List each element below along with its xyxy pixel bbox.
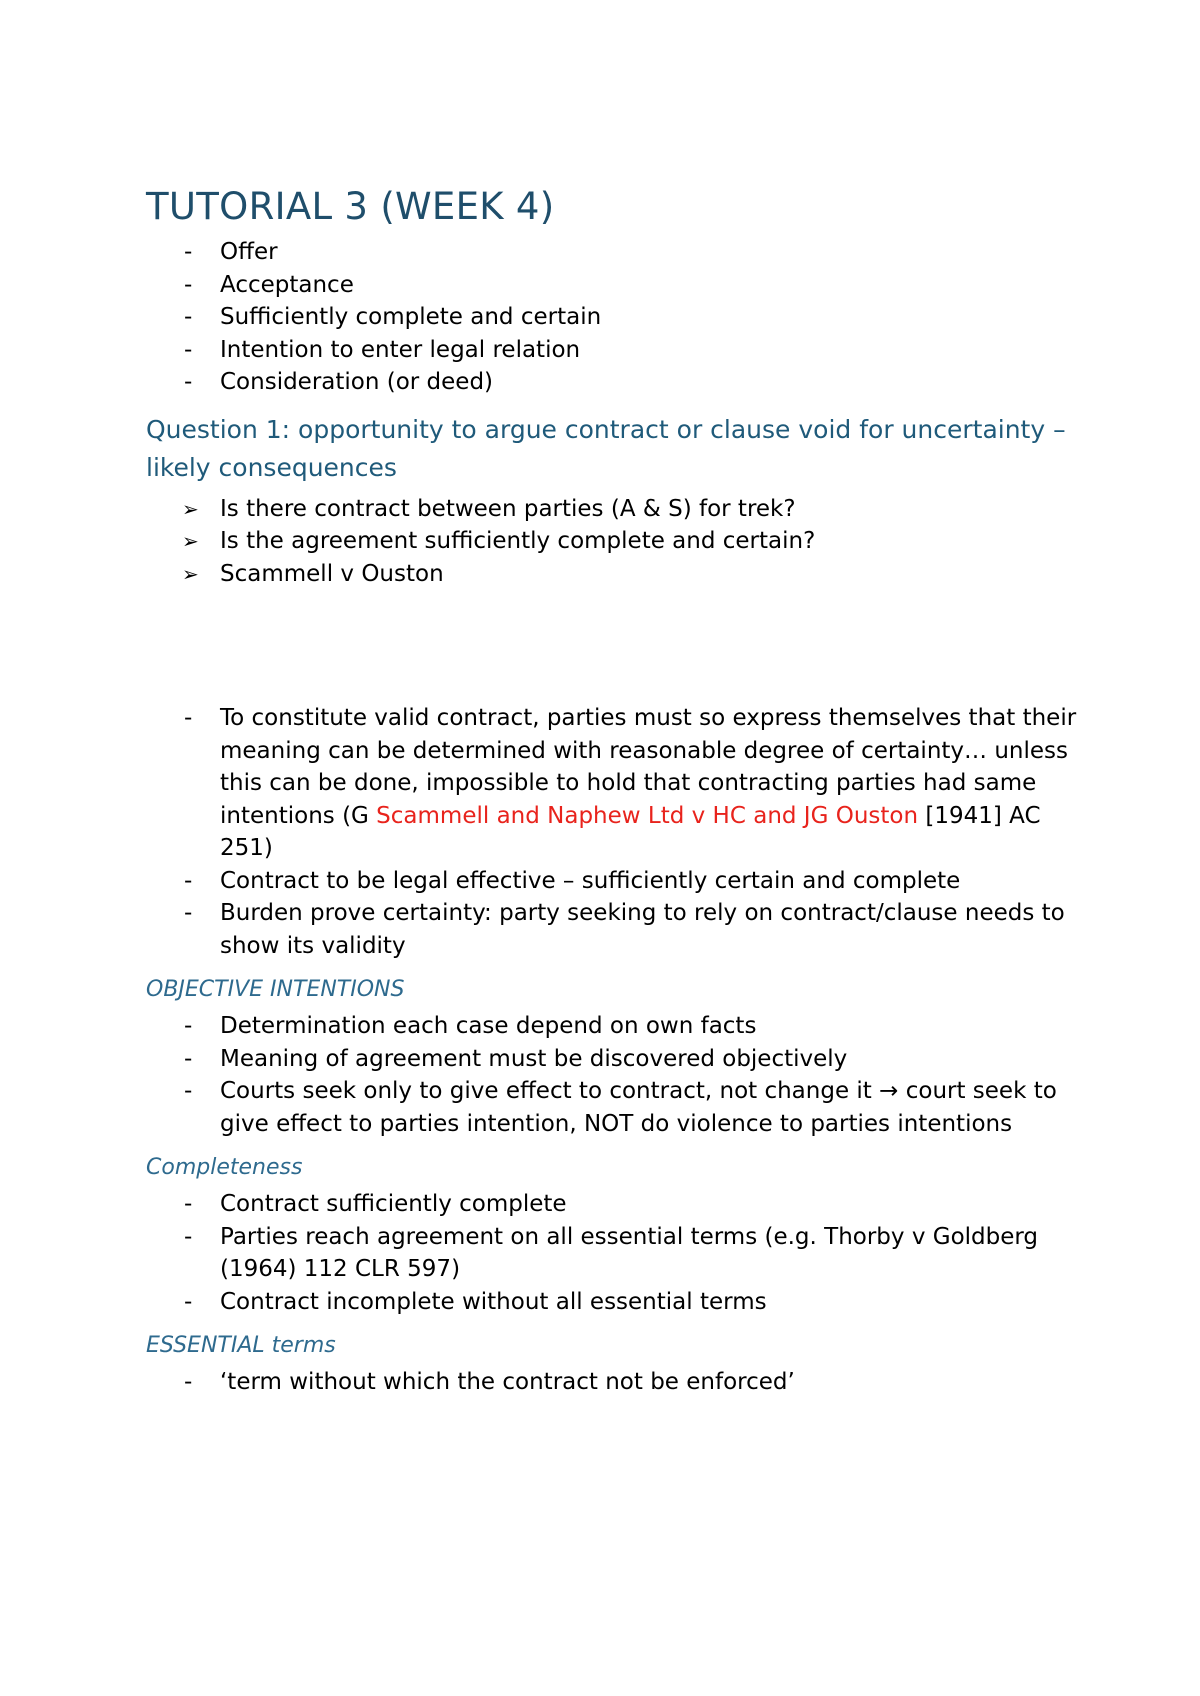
question-1-arrow-list: [146, 493, 1086, 591]
list-item: - Contract sufficiently complete: [146, 1188, 1086, 1221]
list-item: - Acceptance: [146, 269, 1086, 302]
completeness-list: [146, 1188, 1086, 1318]
question-1-heading: Question 1: opportunity to argue contract or clause void for uncertainty – likely consequences: [146, 414, 1066, 482]
case-citation: Scammell and Naphew Ltd v HC and JG Ouston: [376, 802, 919, 829]
objective-list: [146, 1010, 1086, 1140]
dash-marker: -: [184, 705, 193, 731]
dash-marker: -: [184, 1013, 193, 1039]
list-item: ➢ Scammell v Ouston: [146, 558, 1086, 591]
dash-marker: -: [184, 239, 193, 265]
objective-intentions-heading: OBJECTIVE INTENTIONS: [146, 977, 405, 1002]
document-title: TUTORIAL 3 (WEEK 4): [146, 185, 555, 228]
list-item: - Courts seek only to give effect to contract, not change it → court seek to give effect to parties intention, NOT do violence to parties intentions: [146, 1075, 1086, 1140]
dash-marker: -: [184, 900, 193, 926]
dash-marker: -: [184, 369, 193, 395]
dash-marker: -: [184, 1369, 193, 1395]
dash-marker: -: [184, 271, 193, 298]
blank-space: [146, 590, 1086, 702]
list-item: ➢ Is the agreement sufficiently complete and certain?: [146, 525, 1086, 558]
list-item: - Offer: [146, 236, 1086, 269]
arrow-bullet-icon: ➢: [182, 561, 199, 586]
list-item: - Meaning of agreement must be discovered objectively: [146, 1043, 1086, 1076]
list-item: - Consideration (or deed): [146, 366, 1086, 399]
list-item: - Burden prove certainty: party seeking to rely on contract/clause needs to show its validity: [146, 897, 1086, 962]
list-item: - Determination each case depend on own facts: [146, 1010, 1086, 1043]
dash-marker: -: [184, 867, 193, 894]
dash-marker: -: [184, 1223, 193, 1250]
list-item: - Sufficiently complete and certain: [146, 301, 1086, 334]
completeness-heading: Completeness: [146, 1155, 303, 1180]
document-content: [146, 182, 1086, 1399]
list-item: - ‘term without which the contract not be enforced’: [146, 1366, 1086, 1399]
dash-marker: -: [184, 1078, 193, 1104]
dash-marker: -: [184, 1045, 193, 1072]
list-item: - To constitute valid contract, parties must so express themselves that their meaning can be determined with reasonable degree of certainty… unless this can be done, impossible to hold that contracting parties had same intentions (G Scammell and Naphew Ltd v HC and JG Ouston [1941] AC 251): [146, 702, 1086, 865]
essential-terms-heading: ESSENTIAL terms: [146, 1333, 336, 1358]
arrow-bullet-icon: ➢: [182, 529, 199, 553]
dash-marker: -: [184, 1191, 193, 1217]
list-item: - Intention to enter legal relation: [146, 334, 1086, 367]
dash-marker: -: [184, 336, 193, 363]
essential-list: [146, 1366, 1086, 1399]
list-item: - Parties reach agreement on all essential terms (e.g. Thorby v Goldberg (1964) 112 CLR 597): [146, 1221, 1086, 1286]
dash-marker: -: [184, 1288, 193, 1315]
intro-list: [146, 236, 1086, 399]
list-item: - Contract incomplete without all essential terms: [146, 1286, 1086, 1319]
certainty-list: [146, 702, 1086, 962]
arrow-bullet-icon: ➢: [182, 496, 199, 521]
list-item: - Contract to be legal effective – sufficiently certain and complete: [146, 865, 1086, 898]
dash-marker: -: [184, 304, 193, 330]
list-item: ➢ Is there contract between parties (A & S) for trek?: [146, 493, 1086, 526]
